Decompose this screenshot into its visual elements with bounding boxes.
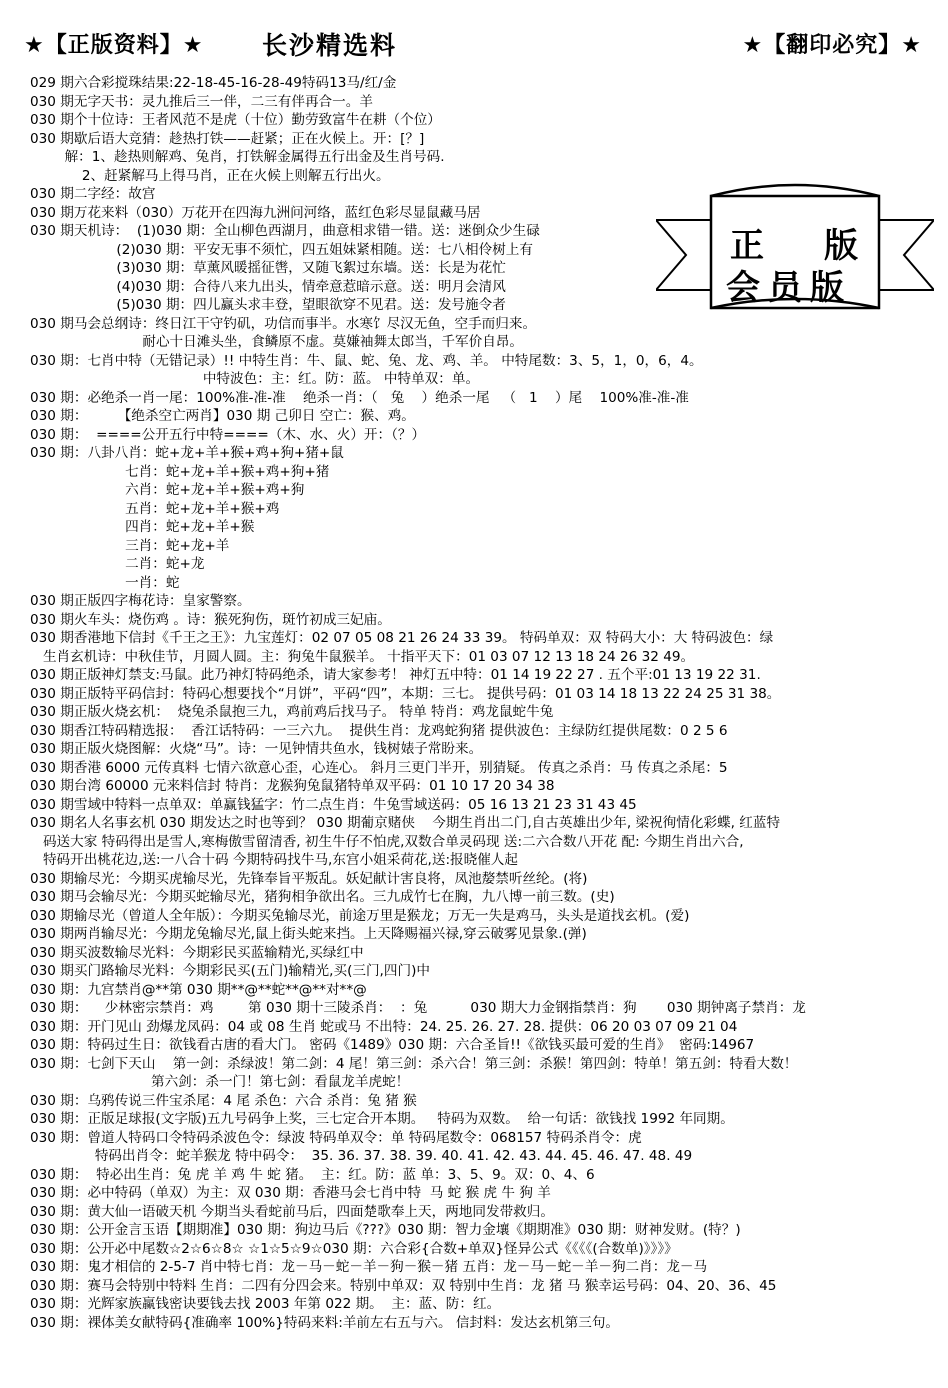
text-line: 030 期： 特必出生肖：兔 虎 羊 鸡 牛 蛇 猪。 主：红。防：蓝 单：3、5、9。双：0、4、6 xyxy=(30,1166,595,1183)
text-line: 030 期买波数输尽光料：今期彩民买蓝输精光,买绿红中 xyxy=(30,944,364,961)
text-line: 特码出肖令：蛇羊猴龙 特中码令： 35. 36. 37. 38. 39. 40. 41. 42. 43. 44. 45. 46. 47. 48. 49 xyxy=(30,1148,693,1164)
text-line: (5)030 期：四儿赢头求丰登，望眼欲穿不见君。送：发号施令者 xyxy=(30,297,506,313)
header-left-title: ★【正版资料】★ xyxy=(24,33,204,58)
text-line: 030 期：黄大仙一语破天机 今期当头看蛇前马后，四面楚歌奉上天，两地同发带救归。 xyxy=(30,1203,554,1220)
badge-char-ban: 版 xyxy=(824,226,858,266)
text-line: 030 期歇后语大竞猜：趁热打铁——赶紧；正在火候上。开：[？] xyxy=(30,130,425,147)
text-line: 030 期：裸体美女献特码{准确率 100%}特码来料:羊前左右五与六。 信封料：发达玄机第三句。 xyxy=(30,1314,620,1331)
text-line: (4)030 期：合待八来九出头，情牵意惹暗示意。送：明月会清风 xyxy=(30,278,506,295)
badge-member-edition: 会员版 xyxy=(726,268,852,308)
text-line: 一肖：蛇 xyxy=(30,574,180,591)
text-line: 030 期买门路输尽光料：今期彩民买(五门)输精光,买(三门,四门)中 xyxy=(30,963,430,979)
text-line: 030 期：公开必中尾数☆2☆6☆8☆ ☆1☆5☆9☆030 期：六合彩{合数+单双}怪异公式《《《《(合数单)》》》》 xyxy=(30,1240,678,1257)
text-line: 码送大家 特码得出是雪人,寒梅傲雪留清香, 初生牛仔不怕虎,双数合单灵码现 送:二六合数八开花 配: 今期生肖出六合, xyxy=(30,833,744,850)
text-line: 解：1、趁热则解鸡、兔肖，打铁解金属得五行出金及生肖号码. xyxy=(30,149,445,165)
text-line: 030 期：赛马会特别中特料 生肖：二四有分四会来。特别中单双：双 特别中生肖：龙 猪 马 猴幸运号码：04、20、36、45 xyxy=(30,1277,777,1294)
text-line: 030 期： 【绝杀空亡两肖】030 期 己卯日 空亡：猴、鸡。 xyxy=(30,408,415,424)
text-line: 030 期：开门见山 劲爆龙凤码：04 或 08 生肖 蛇或马 不出特：24. 25. 26. 27. 28. 提供：06 20 03 07 09 21 04 xyxy=(30,1018,738,1035)
text-line: 耐心十日滩头坐，食鳞原不虚。莫嫌袖舞太郎当，千军价自昂。 xyxy=(30,334,523,350)
text-line: 030 期输尽光（曾道人全年版）：今期买兔输尽光，前途万里是猴龙；万无一失是鸡马，头头是道找玄机。(爱) xyxy=(30,907,690,924)
text-line: 中特波色：主：红。防：蓝。 中特单双：单。 xyxy=(30,371,480,387)
text-line: 030 期火车头：烧伤鸡 。诗：猴死狗伤，斑竹初成三妃庙。 xyxy=(30,611,391,628)
text-line: 五肖：蛇+龙+羊+猴+鸡 xyxy=(30,500,280,517)
text-line: 030 期：必绝杀一肖一尾：100%准-准-准 绝杀一肖：（ 兔 ）绝杀一尾 （ 1 ）尾 100%准-准-准 xyxy=(30,389,689,406)
text-line: 030 期：九宫禁肖@**第 030 期**@**蛇**@**对**@ xyxy=(30,981,367,998)
text-line: 030 期万花来料（030）万花开在四海九洲问河络，蓝红色彩尽显鼠藏马居 xyxy=(30,204,481,221)
text-line: 生肖玄机诗：中秋佳节，月圆人圆。主：狗兔牛鼠猴羊。 十指平天下：01 03 07 12 13 18 24 26 32 49。 xyxy=(30,648,695,665)
text-line: 030 期香港地下信封《千王之王》：九宝莲灯：02 07 05 08 21 26 24 33 39。 特码单双：双 特码大小：大 特码波色：绿 xyxy=(30,630,774,646)
text-line: 四肖：蛇+龙+羊+猴 xyxy=(30,519,255,535)
text-line: 七肖：蛇+龙+羊+猴+鸡+狗+猪 xyxy=(30,463,330,480)
text-line: 030 期：乌鸦传说三件宝杀尾：4 尾 杀色：六合 杀肖：兔 猪 猴 xyxy=(30,1092,417,1109)
text-line: 030 期正版火烧图解：火烧“马”。诗：一见钟情共鱼水，钱树婊子常盼来。 xyxy=(30,741,483,757)
text-line: (3)030 期：草薰风暖摇征辔，又随飞絮过东墙。送：长是为花忙 xyxy=(30,260,506,276)
text-line: 030 期台湾 60000 元来料信封 特肖：龙猴狗兔鼠猪特单双平码：01 10 17 20 34 38 xyxy=(30,778,555,794)
text-line: 030 期：七肖中特（无错记录）!! 中特生肖：牛、鼠、蛇、兔、龙、鸡、羊。 中特尾数：3、5，1，0，6，4。 xyxy=(30,352,703,369)
text-line: 030 期两肖输尽光：今期龙兔输尽光,鼠上街头蛇来挡。上天降赐福兴禄,穿云破雾见景象.(弹) xyxy=(30,926,587,942)
text-line: 第六剑：杀一门！第七剑：看鼠龙羊虎蛇！ xyxy=(30,1074,410,1090)
text-line: 030 期香江特码精选报： 香江话特码：一三六九。 提供生肖：龙鸡蛇狗猪 提供波色：主绿防红提供尾数：0 2 5 6 xyxy=(30,722,728,739)
text-line: 030 期：正版足球报(文字版)五九号码争上奖，三七定合开本期。 特码为双数。 给一句话：欲钱找 1992 年同期。 xyxy=(30,1111,734,1127)
page-header xyxy=(0,0,948,66)
text-line: 030 期无字天书：灵九推后三一伴，二三有伴再合一。羊 xyxy=(30,93,373,110)
text-line: 030 期二字经：故宫 xyxy=(30,186,156,202)
text-line: 030 期输尽光：今期买虎输尽光，先锋奉旨平叛乱。妖妃献计害良将，凤池嫠禁听丝纶。(将) xyxy=(30,870,588,887)
header-center-title: 长沙精选料 xyxy=(262,31,398,60)
badge-char-zheng: 正 xyxy=(730,226,764,266)
text-line: 030 期：曾道人特码口令特码杀波色令：绿波 特码单双令：单 特码尾数令：068157 特码杀肖令：虎 xyxy=(30,1129,642,1146)
text-line: 030 期：七剑下天山 第一剑：杀绿波！第二剑：4 尾！第三剑：杀六合！第三剑：杀猴！第四剑：特单！第五剑：特看大数！ xyxy=(30,1055,798,1072)
text-line: 030 期：公开金言玉语【期期准】030 期：狗边马后《???》030 期：智力金壤《期期准》030 期：财神发财。(特？) xyxy=(30,1222,741,1238)
text-line: 030 期正版神灯禁支:马鼠。此乃神灯特码绝杀，请大家参考！ 神灯五中特：01 14 19 22 27 . 五个平:01 13 19 22 31. xyxy=(30,667,761,683)
text-line: 030 期马会总纲诗：终日江干守钓矶，功信而事半。水寒饣尽汉无鱼，空手而归来。 xyxy=(30,315,537,332)
text-line: 030 期正版四字梅花诗：皇家警察。 xyxy=(30,593,251,609)
text-line: 030 期：鬼才相信的 2-5-7 肖中特七肖：龙－马－蛇－羊－狗－猴－猪 五肖：龙－马－蛇－羊－狗二肖：龙－马 xyxy=(30,1259,708,1275)
text-line: 030 期雪域中特料一点单双：单赢钱猛字：竹二点生肖：牛兔雪域送码：05 16 13 21 23 31 43 45 xyxy=(30,796,637,813)
text-line: 030 期个十位诗：王者风范不是虎（十位）勤劳致富牛在耕（个位） xyxy=(30,112,441,128)
header-right-title: ★【翻印必究】★ xyxy=(742,33,922,58)
text-line: 030 期：必中特码（单双）为主：双 030 期：香港马会七肖中特 马 蛇 猴 虎 牛 狗 羊 xyxy=(30,1185,551,1201)
text-line: 030 期正版特平码信封：特码心想要找个“月饼”，平码“四”，本期：三七。 提供号码：01 03 14 18 13 22 24 25 31 38。 xyxy=(30,685,781,702)
text-line: (2)030 期：平安无事不须忙，四五姐妹紧相随。送：七八相伶树上有 xyxy=(30,241,533,258)
text-line: 030 期马会输尽光：今期买蛇输尽光，猪狗相争欲出名。三九成竹七在胸，九八博一前三数。(史) xyxy=(30,889,615,905)
text-line: 029 期六合彩搅珠结果:22-18-45-16-28-49特码13马/红/金 xyxy=(30,75,397,91)
text-line: 特码开出桃花边,送:一八合十码 今期特码找牛马,东宫小姐采荷花,送:报晓催人起 xyxy=(30,852,518,868)
text-line: 030 期正版火烧玄机： 烧兔杀鼠抱三九，鸡前鸡后找马子。 特单 特肖：鸡龙鼠蛇牛兔 xyxy=(30,704,554,720)
text-line: 030 期：特码过生日：欲钱看古唐的看大门。 密码《1489》030 期：六合圣旨!!《欲钱买最可爱的生肖》 密码:14967 xyxy=(30,1037,755,1053)
text-line: 2、赶紧解马上得马肖，正在火候上则解五行出火。 xyxy=(30,167,390,184)
text-line: 030 期：八卦八肖：蛇+龙+羊+猴+鸡+狗+猪+鼠 xyxy=(30,445,344,461)
text-line: 二肖：蛇+龙 xyxy=(30,556,205,572)
member-edition-badge xyxy=(656,180,934,318)
text-line: 030 期：光辉家族赢钱密诀要钱去找 2003 年第 022 期。 主：蓝、防：红。 xyxy=(30,1296,501,1312)
text-line: 三肖：蛇+龙+羊 xyxy=(30,537,230,554)
text-line: 030 期： 少林密宗禁肖：鸡 第 030 期十三陵杀肖： ：兔 030 期大力金钢指禁肖：狗 030 期钟离子禁肖：龙 xyxy=(30,1000,806,1016)
text-line: 六肖：蛇+龙+羊+猴+鸡+狗 xyxy=(30,482,305,498)
text-line: 030 期名人名事玄机 030 期发达之时也等到？ 030 期葡京赌侠 今期生肖出二门,自古英雄出少年, 梁祝徇情化彩蝶, 红蓝特 xyxy=(30,815,781,831)
text-line: 030 期天机诗： (1)030 期：全山柳色西湖月，曲意相求错一错。送：迷倒众少生碌 xyxy=(30,223,540,239)
text-line: 030 期： ====公开五行中特====（木、水、火）开：（？） xyxy=(30,426,426,443)
text-line: 030 期香港 6000 元传真料 七情六欲意心歪，心连心。 斜月三更门半开，别猜疑。 传真之杀肖：马 传真之杀尾：5 xyxy=(30,759,728,776)
